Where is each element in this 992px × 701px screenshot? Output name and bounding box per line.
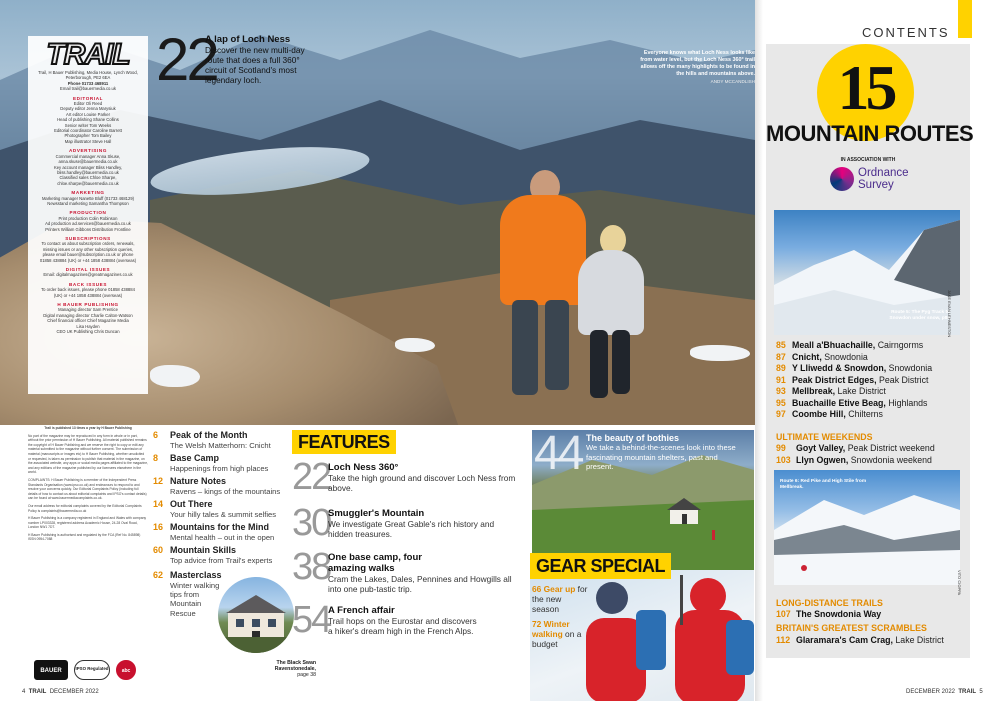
- masthead-line: Editor Oli Reed: [73, 101, 103, 107]
- feature-title: Smuggler's Mountain: [328, 508, 425, 519]
- masterclass-title: Masterclass: [170, 570, 222, 580]
- feature-description: We investigate Great Gable's rich history and hidden treasures.: [328, 519, 495, 539]
- route-name: Glaramara's Cam Crag,: [796, 635, 893, 645]
- ordnance-survey-wordmark: [858, 168, 909, 191]
- masthead-line: Map illustrator Steve Hall: [64, 138, 112, 144]
- masthead-section-title: BACK ISSUES: [69, 281, 107, 287]
- masthead-line: Marketing manager Nanette Bluff (01733 468129): [41, 195, 135, 201]
- masterclass-line: Mountain: [170, 599, 202, 609]
- os-word-1: Ordnance: [858, 167, 909, 179]
- regular-page-number: 16: [153, 522, 164, 532]
- feature-page-number: 54: [292, 599, 331, 641]
- bothies-teaser[interactable]: [586, 434, 736, 472]
- masthead-line: Art editor Louise Parker: [66, 111, 110, 117]
- colophon-complaints: COMPLAINTS: H Bauer Publishing is a member of the Independent Press Standards Organisation (www.ipso.co.uk) and endeavours to respond to and resolve your concerns quickly. Our Editorial Complaints Policy (including full details of how to contact us about editorial complaints and IPSO's contact details) can be found at www.bauermediacomplaints.co.uk.: [28, 477, 147, 501]
- masthead-line: Key account manager Bliss Handley,: [53, 164, 123, 170]
- lap-title: A lap of Loch Ness: [205, 34, 291, 45]
- route-name: Buachaille Etive Beag,: [792, 397, 886, 408]
- feature-page-number: 38: [292, 546, 331, 588]
- masthead-section-title: PRODUCTION: [69, 210, 107, 216]
- ultimate-weekends-header: ULTIMATE WEEKENDS: [776, 432, 873, 442]
- colophon-vat: H Bauer Publishing is authorised and regulated by the FCA (Ref No. 845898): [28, 532, 141, 537]
- gear-special-header: GEAR SPECIAL: [530, 553, 671, 579]
- gear-description: for the new season: [532, 584, 588, 614]
- gear-item[interactable]: [532, 584, 588, 614]
- hero-caption: [640, 50, 755, 85]
- masthead-line: missing issues or any other subscription queries,: [42, 246, 134, 252]
- route-area: Snowdonia weekend: [850, 455, 932, 465]
- route-name: Goyt Valley,: [796, 443, 846, 453]
- publisher-address: Trail, H Bauer Publishing, Media House, Lynch Wood, Peterborough, PE2 6EA: [38, 70, 138, 81]
- route-item[interactable]: [776, 443, 976, 454]
- masthead-line: please email bauer@subscription.co.uk or phone: [42, 252, 134, 258]
- masthead-line: Head of publishing Shane Collins: [57, 117, 119, 123]
- gear-page-number: 66: [532, 584, 542, 594]
- masthead-line: Chief financial officer Chief Magazine Media: [47, 318, 129, 324]
- publisher-phone: Phone 01733 468911: [67, 80, 109, 86]
- regular-page-number: 8: [153, 453, 159, 463]
- lap-description: Discover the new multi-day route that does a full 360° circuit of Scotland's most legendary loch.: [205, 45, 305, 85]
- route-page-number: 91: [776, 374, 786, 385]
- masthead-line: Lisa Hayden: [76, 323, 100, 329]
- route-name: Coombe Hill,: [792, 409, 846, 419]
- route-item[interactable]: [776, 375, 976, 386]
- route-item[interactable]: [776, 609, 976, 620]
- regular-description: Top advice from Trail's experts: [170, 556, 273, 565]
- route-item[interactable]: [776, 635, 976, 646]
- regular-page-number: 6: [153, 430, 159, 440]
- hiker-man-leg: [545, 300, 569, 390]
- bothies-title: The beauty of bothies: [586, 433, 680, 443]
- masthead-line: Digital managing director Charlie Calton-Watson: [43, 312, 133, 318]
- lap-teaser: [205, 35, 320, 85]
- masthead-line: Editorial coordinator Caroline Barrett: [54, 128, 122, 134]
- feature-page-number: 30: [292, 502, 331, 544]
- route-item[interactable]: [776, 340, 976, 351]
- regular-title: Peak of the Month: [170, 430, 248, 440]
- regular-title: Nature Notes: [170, 476, 227, 486]
- publisher-logos: [34, 660, 149, 682]
- hiker-man-jacket: [500, 195, 586, 305]
- feature-title: One base camp, four amazing walks: [328, 552, 422, 574]
- red-pike-caption: Route 6: Red Pike and High Stile from Mellbreak.: [780, 479, 867, 490]
- route-page-number: 97: [776, 409, 786, 419]
- masthead-line: Printers William Gibbons Distribution Frontline: [45, 226, 131, 232]
- page-gutter: [755, 0, 763, 701]
- masterclass-line: tips from: [170, 590, 200, 600]
- masterclass-page-number: 62: [153, 570, 164, 580]
- route-area: Lake District: [837, 386, 886, 396]
- right-folio-date: DECEMBER 2022: [906, 689, 956, 695]
- lap-page-number: 22: [156, 26, 217, 93]
- gear-title: Winter walking: [532, 619, 570, 639]
- inn-building: [218, 577, 294, 653]
- snow-patch: [395, 338, 435, 352]
- masthead-line: Commercial manager Anna Skuse,: [55, 153, 121, 159]
- route-page-number: 89: [776, 363, 786, 373]
- association-label: IN ASSOCIATION WITH: [840, 157, 896, 163]
- regular-description: Your hilly tales & summit selfies: [170, 510, 277, 519]
- snow-patch: [690, 345, 750, 361]
- route-area: Snowdonia: [888, 363, 933, 373]
- route-item[interactable]: [776, 386, 976, 397]
- route-name: Llyn Ogwen,: [796, 455, 849, 465]
- route-page-number: 93: [776, 386, 786, 396]
- route-item[interactable]: [776, 352, 976, 363]
- regular-title: Base Camp: [170, 453, 220, 463]
- abc-logo: abc: [116, 660, 136, 680]
- long-distance-header: LONG-DISTANCE TRAILS: [776, 598, 883, 608]
- regular-page-number: 12: [153, 476, 164, 486]
- route-name: Peak District Edges,: [792, 374, 877, 385]
- colophon-issn: ISSN 0954-7088: [28, 537, 53, 542]
- inn-location: Ravenstonedale,: [274, 666, 316, 673]
- masterclass-line: Winter walking: [170, 581, 220, 590]
- route-area: Highlands: [888, 397, 928, 408]
- feature-page-number: 22: [292, 456, 331, 498]
- route-name: The Snowdonia Way: [796, 609, 882, 619]
- left-folio-date: DECEMBER 2022: [49, 689, 99, 695]
- hiker-woman-leg: [590, 330, 608, 398]
- feature-description: Take the high ground and discover Loch Ness from above.: [328, 473, 516, 493]
- right-folio-brand: TRAIL: [958, 689, 977, 695]
- route-name: Meall a'Bhuachaille,: [792, 340, 876, 350]
- masthead-line: (UK) or +44 1858 438884 (overseas): [53, 292, 123, 298]
- inn-photo: [218, 577, 294, 653]
- route-page-number: 112: [776, 635, 791, 645]
- feature-description: Trail hops on the Eurostar and discovers a hiker's dream high in the French Alps.: [328, 616, 477, 636]
- hiker-man-leg: [512, 300, 538, 395]
- masthead-line: 01858 438884 (UK) or +44 1858 438884 (overseas): [39, 257, 137, 263]
- masterclass-line: Rescue: [170, 608, 196, 618]
- regular-description: Mental health – out in the open: [170, 533, 275, 542]
- masthead-panel: [28, 36, 148, 394]
- route-item[interactable]: [776, 455, 976, 466]
- masthead-line: Managing director Sam Prentice: [58, 307, 118, 313]
- regular-description: The Welsh Matterhorn: Cnicht: [170, 441, 271, 450]
- route-area: Snowdonia: [824, 351, 868, 362]
- route-page-number: 85: [776, 340, 786, 350]
- route-page-number: 95: [776, 397, 786, 408]
- photo-credit: JAKE EVAN LEHNESTON: [947, 290, 952, 338]
- hero-photo-credit: ANDY MCCANDLISH: [710, 79, 755, 84]
- snowdon-caption: Route 5: The Pyg Track to Snowdon under snow, p89: [889, 310, 950, 321]
- bauer-logo: BAUER: [34, 660, 68, 680]
- masthead-line: Email: digitalmagazines@greatmagazines.co.uk: [43, 272, 133, 278]
- colophon: [28, 426, 148, 656]
- right-page-number: 5: [979, 689, 983, 695]
- left-folio: [22, 689, 99, 695]
- route-area: Lake District: [895, 635, 944, 645]
- gear-page-number: 72: [532, 619, 542, 629]
- inn-name: The Black Swan: [276, 660, 316, 666]
- regular-title: Mountain Skills: [170, 545, 237, 555]
- os-word-2: Survey: [858, 178, 894, 191]
- inn-page: page 38: [297, 672, 316, 679]
- route-page-number: 107: [776, 609, 791, 619]
- route-page-number: 99: [776, 443, 786, 453]
- route-area: Peak District weekend: [847, 443, 935, 453]
- masthead-section-title: H BAUER PUBLISHING: [57, 302, 119, 308]
- left-folio-brand: TRAIL: [28, 689, 47, 695]
- masthead-line: To contact us about subscription orders, renewals,: [41, 241, 135, 247]
- inn-caption: [258, 660, 316, 679]
- right-folio: [906, 689, 983, 695]
- routes-count: 15: [837, 52, 894, 123]
- feature-description: Cram the Lakes, Dales, Pennines and Howgills all into one pub-tastic trip.: [328, 574, 512, 594]
- masthead-line: bliss.handley@bauermedia.co.uk: [57, 169, 119, 175]
- bothies-description: We take a behind-the-scenes look into these fascinating mountain shelters, past and present.: [586, 443, 736, 472]
- route-page-number: 103: [776, 455, 791, 465]
- route-area: Peak District: [879, 374, 929, 385]
- masthead-line: Classified sales Chloe Sharpe,: [59, 175, 117, 181]
- masthead-section-title: SUBSCRIPTIONS: [65, 235, 111, 241]
- mountain-routes-headline: MOUNTAIN ROUTES: [766, 121, 974, 146]
- masthead-line: Senior writer Tom Weeks: [64, 122, 112, 128]
- masthead-section-title: ADVERTISING: [69, 148, 107, 154]
- masthead-line: Newsstand marketing Samantha Thompson: [47, 200, 129, 206]
- regular-page-number: 14: [153, 499, 164, 509]
- masthead-sections: [32, 96, 144, 335]
- colophon-registered: H Bauer Publishing is a company registered in England and Wales with company number LP003328, registered address Academic House, 24-28 Oval Road, London NW1 7DT.: [28, 516, 147, 530]
- masthead-section-title: EDITORIAL: [72, 95, 104, 101]
- features-header: FEATURES: [292, 430, 396, 454]
- hiker-woman-jacket: [578, 250, 644, 335]
- colophon-heading: Trail is published 13 times a year by H Bauer Publishing: [44, 426, 132, 430]
- feature-title: A French affair: [328, 605, 395, 616]
- regular-description: Ravens – kings of the mountains: [170, 487, 281, 496]
- route-name: Y Lliwedd & Snowdon,: [792, 363, 887, 373]
- yellow-tab: [958, 0, 972, 38]
- route-area: Cairngorms: [877, 340, 924, 350]
- masthead-line: Print production Colin Robinson: [58, 215, 118, 221]
- left-page-number: 4: [22, 689, 26, 695]
- scrambles-header: BRITAIN'S GREATEST SCRAMBLES: [776, 623, 927, 633]
- photo-credit: VITO CIOPPA: [957, 570, 962, 596]
- masthead-line: Photographer Tom Bailey: [64, 133, 112, 139]
- gear-description: on a budget: [532, 629, 582, 649]
- masthead-line: Ad production ad.services@bauermedia.co.uk: [45, 221, 131, 227]
- ipso-logo: IPSO Regulated: [74, 660, 110, 680]
- regular-title: Out There: [170, 499, 213, 509]
- route-item[interactable]: [776, 398, 976, 409]
- masthead-line: chloe.sharpe@bauermedia.co.uk: [57, 180, 119, 186]
- feature-title: Loch Ness 360°: [328, 462, 399, 473]
- route-item[interactable]: [776, 363, 976, 374]
- masthead-line: anna.skuse@bauermedia.co.uk: [58, 159, 118, 165]
- regular-title: Mountains for the Mind: [170, 522, 269, 532]
- publisher-email: Email trail@bauermedia.co.uk: [60, 86, 116, 92]
- regular-page-number: 60: [153, 545, 164, 555]
- masthead-line: To order back issues, please phone 01858 438884: [41, 287, 135, 293]
- route-area: Chilterns: [848, 409, 883, 419]
- hiker-woman-leg: [612, 330, 630, 394]
- contents-label: CONTENTS: [862, 25, 950, 40]
- hero-caption-text: Everyone knows what Loch Ness looks like from water level, but the Loch Ness 360° trail allows off the many highlights to be found in the hills and mountains above.: [640, 50, 755, 77]
- route-name: Mellbreak,: [792, 386, 836, 396]
- masthead-line: Deputy editor Jenna Marysiuk: [60, 106, 116, 112]
- masterclass-description: [170, 581, 219, 618]
- bothies-page-number: 44: [534, 427, 582, 480]
- route-item[interactable]: [776, 409, 976, 420]
- masthead-section-title: DIGITAL ISSUES: [65, 267, 111, 272]
- colophon-body: No part of the magazine may be reproduced in any form in whole or in part, without the prior permission of H Bauer Publishing. All material published remains the copyright of H Bauer Publishing and we reserve the right to copy or edit any material submitted to the magazine without further consent. The submission of material (manuscripts or images etc) to H Bauer Publishing, whether unsolicited or requested, is taken as permission to publish that material in the magazine, on the associated website, any apps or social media pages affiliated to the magazine, and any editions of the magazine published by our licensees elsewhere in the world.: [28, 433, 148, 475]
- route-page-number: 87: [776, 351, 786, 362]
- route-name: Cnicht,: [792, 351, 822, 362]
- ordnance-survey-icon: [830, 167, 854, 191]
- colophon-email: Our email address for editorial complaints covered by the Editorial Complaints Policy is complaints@bauermedia.co.uk: [28, 503, 142, 513]
- masthead-line: CEO UK Publishing Chris Duncan: [56, 329, 120, 335]
- snow-patch: [150, 365, 200, 387]
- gear-title: Gear up: [543, 584, 576, 594]
- trail-logo: TRAIL: [46, 38, 130, 71]
- regular-description: Happenings from high places: [170, 464, 269, 473]
- gear-item[interactable]: [532, 619, 588, 649]
- masthead-section-title: MARKETING: [71, 190, 105, 196]
